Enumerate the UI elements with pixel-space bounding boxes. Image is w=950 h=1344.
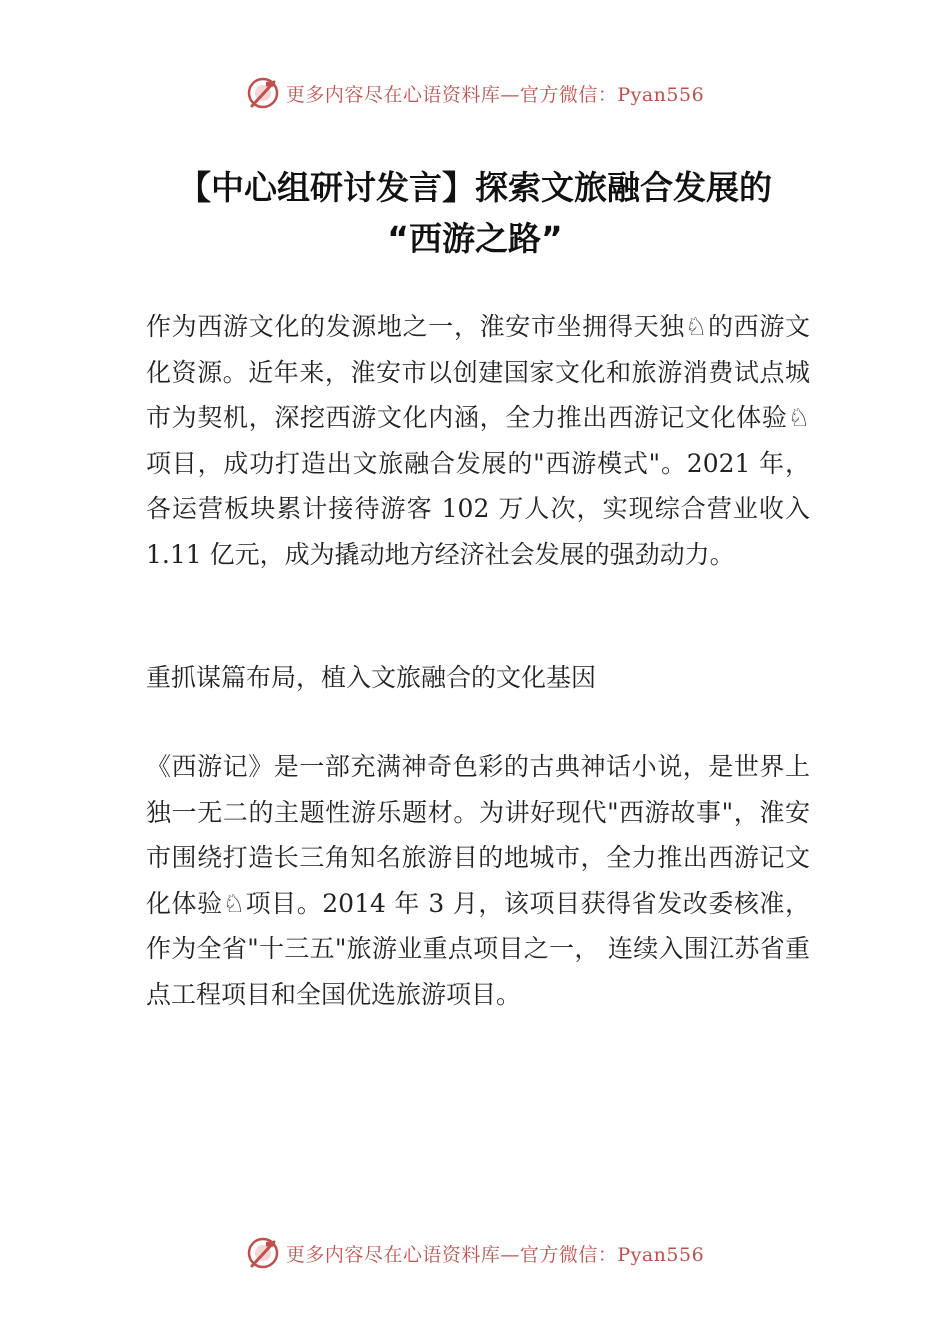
section-heading: 重抓谋篇布局，植入文旅融合的文化基因 — [146, 663, 597, 692]
quill-logo-icon — [246, 1236, 280, 1270]
watermark-text: 更多内容尽在心语资料库—官方微信：Pyan556 — [285, 1243, 705, 1266]
title-line-2: “西游之路” — [387, 219, 563, 258]
paragraph-project: 《西游记》是一部充满神奇色彩的古典神话小说，是世界上独一无二的主题性游乐题材。为讲好现代"西游故事"，淮安市围绕打造长三角知名旅游目的地城市，全力推出西游记文化体验♘项目。2014 年 3 月，该项目获得省发改委核准，作为全省"十三五"旅游业重点项目之一， 连续入围江苏省重点工程项目和全国优选旅游项目。 — [146, 752, 810, 1009]
footer-watermark — [0, 1233, 950, 1273]
page-title — [130, 162, 820, 264]
paragraph-intro: 作为西游文化的发源地之一，淮安市坐拥得天独♘的西游文化资源。近年来，淮安市以创建国家文化和旅游消费试点城市为契机，深挖西游文化内涵，全力推出西游记文化体验♘项目，成功打造出文旅融合发展的"西游模式"。2021 年，各运营板块累计接待游客 102 万人次，实现综合营业收入 1.11 亿元，成为撬动地方经济社会发展的强劲动力。 — [146, 312, 810, 569]
header-watermark — [0, 73, 950, 113]
quill-logo-icon — [246, 76, 280, 110]
watermark-text: 更多内容尽在心语资料库—官方微信：Pyan556 — [285, 83, 705, 106]
title-line-1: 【中心组研讨发言】探索文旅融合发展的 — [178, 168, 772, 207]
